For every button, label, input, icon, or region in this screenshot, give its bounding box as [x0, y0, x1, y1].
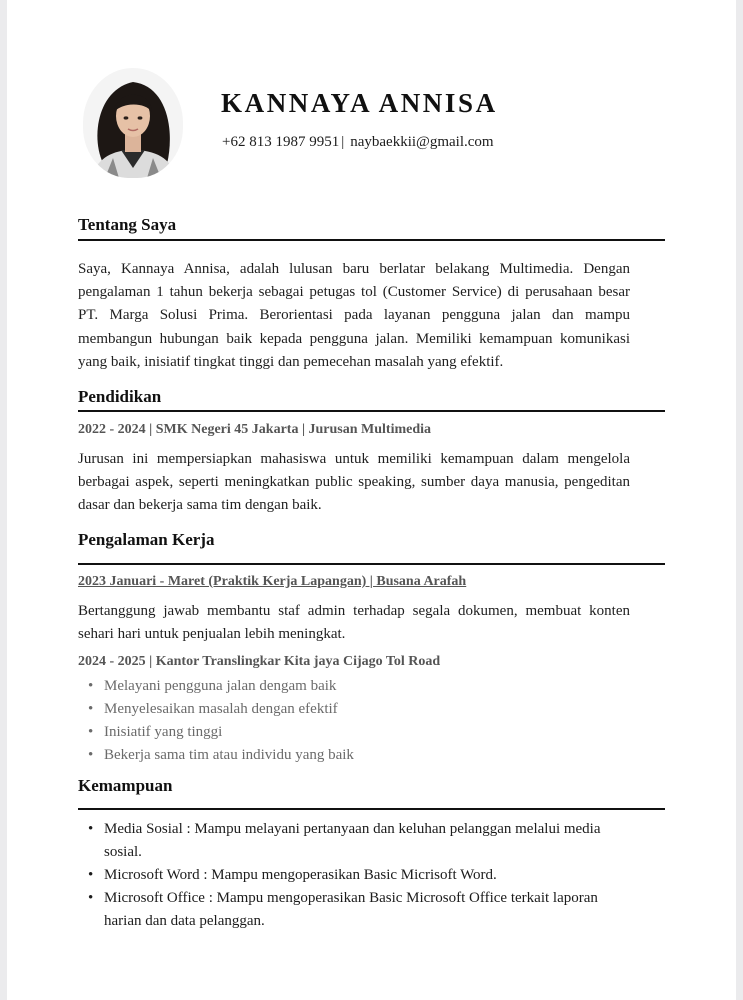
bullet-icon: • [88, 867, 94, 883]
experience-entry-heading: 2024 - 2025 | Kantor Translingkar Kita jaya Cijago Tol Road [78, 654, 441, 669]
bullet-icon: • [88, 724, 94, 740]
contact-line [222, 134, 494, 151]
section-divider [78, 808, 665, 810]
list-item: • Melayani pengguna jalan dengam baik [78, 675, 638, 698]
experience-duties-list [78, 675, 638, 767]
email-address: naybaekkii@gmail.com [350, 134, 494, 150]
bullet-icon: • [88, 747, 94, 763]
bullet-icon: • [88, 890, 94, 906]
list-item: • Inisiatif yang tinggi [78, 721, 638, 744]
section-divider [78, 239, 665, 241]
list-item: • Menyelesaikan masalah dengan efektif [78, 698, 638, 721]
list-item: • Microsoft Office : Mampu mengoperasikan Basic Microsoft Office terkait laporan harian dan data pelanggan. [78, 887, 638, 933]
list-item: • Microsoft Word : Mampu mengoperasikan Basic Micrisoft Word. [78, 864, 638, 887]
list-item: • Bekerja sama tim atau individu yang baik [78, 744, 638, 767]
education-entry-heading: 2022 - 2024 | SMK Negeri 45 Jakarta | Jurusan Multimedia [78, 422, 432, 437]
profile-photo [83, 68, 183, 178]
contact-separator: | [341, 134, 345, 150]
section-title-education: Pendidikan [78, 387, 162, 406]
section-divider [78, 563, 665, 565]
experience-entry-heading: 2023 Januari - Maret (Praktik Kerja Lapangan) | Busana Arafah [78, 574, 467, 589]
education-description: Jurusan ini mempersiapkan mahasiswa untuk memiliki kemampuan dalam mengelola berbagai aspek, seperti meningkatkan public speaking, sumber daya manusia, pengeditan dasar dan bekerja sama tim dengan baik. [78, 451, 630, 514]
bullet-icon: • [88, 701, 94, 717]
phone-number: +62 813 1987 9951 [222, 134, 340, 150]
bullet-icon: • [88, 678, 94, 694]
list-item: • Media Sosial : Mampu melayani pertanyaan dan keluhan pelanggan melalui media sosial. [78, 818, 638, 864]
candidate-name: KANNAYA ANNISA [221, 88, 498, 118]
bullet-icon: • [88, 821, 94, 837]
section-title-skills: Kemampuan [78, 776, 173, 795]
section-divider [78, 410, 665, 412]
experience-description: Bertanggung jawab membantu staf admin terhadap segala dokumen, membuat konten sehari hari untuk penjualan lebih meningkat. [78, 603, 630, 643]
about-paragraph: Saya, Kannaya Annisa, adalah lulusan baru berlatar belakang Multimedia. Dengan pengalaman 1 tahun bekerja sebagai petugas tol (Customer Service) di perusahaan besar PT. Marga Solusi Prima. Berorientasi pada layanan pengguna jalan dan mampu membangun hubungan baik kepada pengguna jalan. Memiliki kemampuan komunikasi yang baik, inisiatif tingkat tinggi dan pemecehan masalah yang efektif. [78, 261, 630, 370]
section-title-experience: Pengalaman Kerja [78, 530, 215, 549]
section-title-about: Tentang Saya [78, 215, 177, 234]
skills-list [78, 818, 638, 933]
